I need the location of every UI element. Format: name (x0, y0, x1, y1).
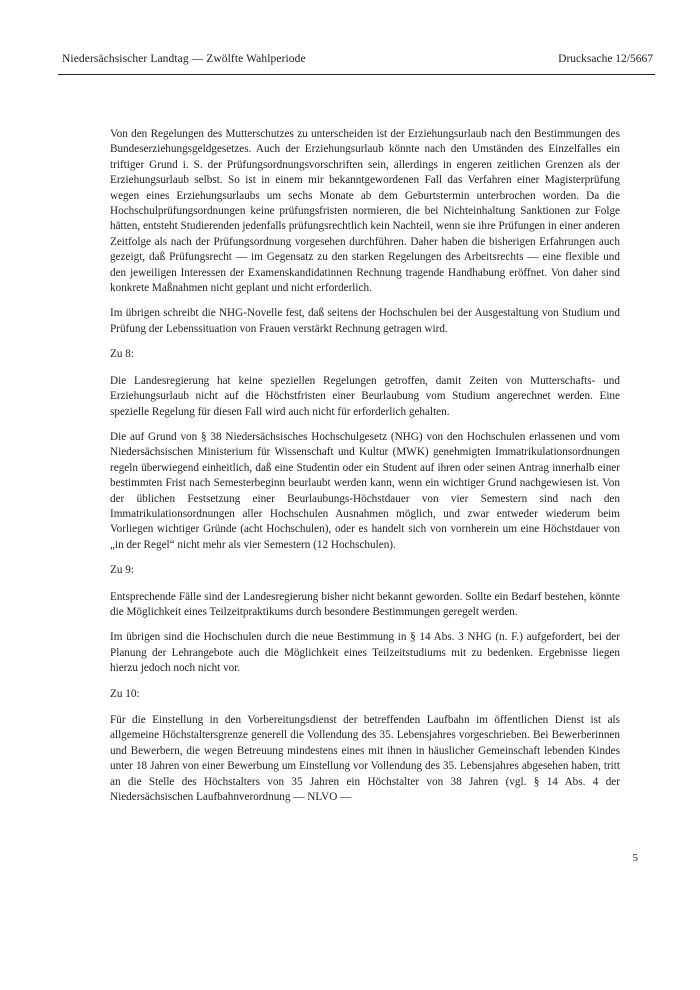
header-title: Niedersächsischer Landtag — Zwölfte Wahlperiode (62, 53, 306, 65)
document-body (110, 127, 620, 815)
document-number: Drucksache 12/5667 (558, 53, 653, 65)
header-divider (58, 74, 655, 75)
paragraph-zu-9-faelle: Entsprechende Fälle sind der Landesregierung bisher nicht bekannt geworden. Sollte ein Bedarf bestehen, könnte die Möglichkeit eines Teilzeitpraktikums durch besondere Bestimmungen geregelt werden. (110, 590, 620, 618)
paragraph-zu-10-altersgrenze: Für die Einstellung in den Vorbereitungsdienst der betreffenden Laufbahn im öffentlichen Dienst ist als allgemeine Höchstaltersgrenze generell die Vollendung des 35. Lebensjahres vorgeschrieben. Bei Bewerberinnen und Bewerbern, die wegen Betreuung mindestens eines mit ihnen in häuslicher Gemeinschaft lebenden Kindes unter 18 Jahren von einer Bewerbung um Einstellung vor Vollendung des 35. Lebensjahres abgesehen haben, tritt an die Stelle des Höchstalters von 35 Jahren ein Höchstalter von 38 Jahren (vgl. § 14 Abs. 4 der Niedersächsischen Laufbahnverordnung — NLVO — (110, 714, 620, 804)
section-heading-zu-8: Zu 8: (110, 348, 134, 361)
paragraph-zu-8-regelungen: Die Landesregierung hat keine speziellen Regelungen getroffen, damit Zeiten von Mutterschafts- und Erziehungsurlaub nicht auf die Höchstfristen einer Beurlaubung vom Studium angerechnet werden. Eine spezielle Regelung für diesen Fall wird auch nicht für erforderlich gehalten. (110, 374, 620, 418)
paragraph-nhg-novelle: Im übrigen schreibt die NHG-Novelle fest, daß seitens der Hochschulen bei der Ausgestaltung von Studium und Prüfung der Lebenssituation von Frauen verstärkt Rechnung getragen wird. (110, 307, 620, 335)
paragraph-erziehungsurlaub: Von den Regelungen des Mutterschutzes zu unterscheiden ist der Erziehungsurlaub nach den Bestimmungen des Bundeserziehungsgeldgesetzes. Auch der Erziehungsurlaub könnte nach den Umständen des Einzelfalles ein triftiger Grund i. S. der Prüfungsordnungsvorschriften sein, allerdings in engeren zeitlichen Grenzen als der Erziehungsurlaub selbst. So ist in einem mir bekanntgewordenen Fall das Verfahren einer Magisterprüfung wegen eines Erziehungsurlaubs um sechs Monate ab dem Geburtstermin unterbrochen worden. Da die Hochschulprüfungsordnungen keine prüfungsfristen normieren, die bei Nichteinhaltung Sanktionen zur Folge hätten, entsteht Studierenden jedenfalls prüfungsrechtlich kein Nachteil, wenn sie ihre Prüfungen in einer anderen Zeitfolge als nach der Prüfungsordnung vorgesehen durchführen. Daher haben die bisherigen Erfahrungen auch gezeigt, daß Prüfungsrecht — im Gegensatz zu den starken Regelungen des Arbeitsrechts — eine flexible und den jeweiligen Interessen der Examenskandidatinnen Rechnung tragende Handhabung eröffnet. Von daher sind konkrete Maßnahmen nicht geplant und nicht erforderlich. (110, 128, 620, 295)
section-heading-zu-10: Zu 10: (110, 687, 140, 700)
paragraph-zu-9-teilzeitstudium: Im übrigen sind die Hochschulen durch die neue Bestimmung in § 14 Abs. 3 NHG (n. F.) aufgefordert, bei der Planung der Lehrangebote auch die Möglichkeit eines Teilzeitstudiums mit zu bedenken. Ergebnisse liegen hierzu jedoch noch nicht vor. (110, 631, 620, 675)
section-heading-zu-9: Zu 9: (110, 564, 134, 577)
page-number: 5 (632, 852, 638, 864)
paragraph-zu-8-immatrikulation: Die auf Grund von § 38 Niedersächsisches Hochschulgesetz (NHG) von den Hochschulen erlassenen und vom Niedersächsischen Ministerium für Wissenschaft und Kultur (MWK) genehmigten Immatrikulationsordnungen regeln überwiegend einheitlich, daß eine Studentin oder ein Student auf ihren oder seinen Antrag innerhalb einer bestimmten Frist nach Semesterbeginn beurlaubt werden kann, wenn ein wichtiger Grund nachgewiesen ist. Von der üblichen Festsetzung einer Beurlaubungs-Höchstdauer von vier Semestern sind nach den Immatrikulationsordnungen aller Hochschulen Ausnahmen möglich, und zwar entweder wiederum beim Vorliegen wichtiger Gründe (acht Hochschulen), oder es handelt sich von vornherein um eine Höchstdauer von „in der Regel“ nicht mehr als vier Semestern (12 Hochschulen). (110, 430, 620, 551)
